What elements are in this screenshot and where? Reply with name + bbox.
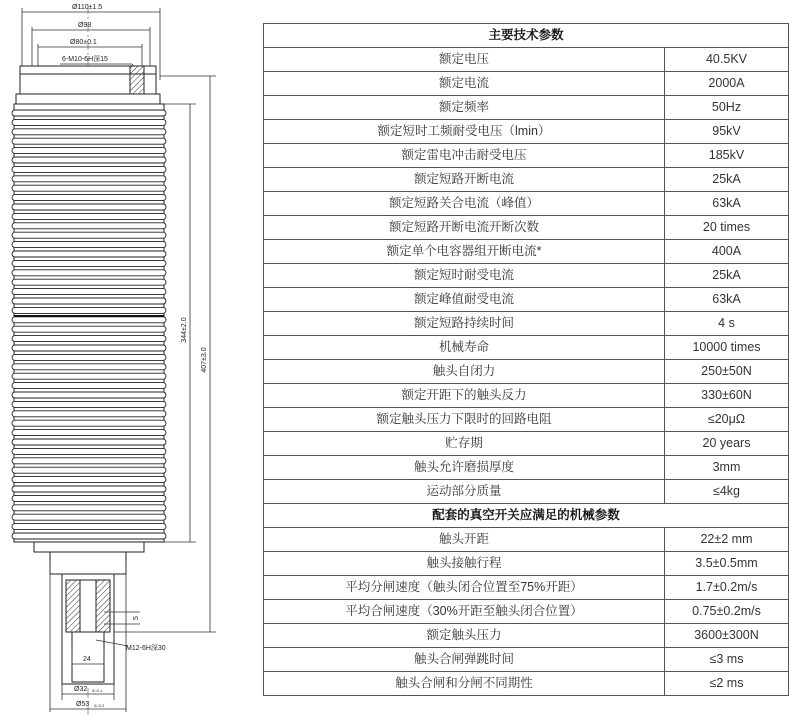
housing-rib (12, 157, 166, 163)
param-name-cell: 额定短路开断电流开断次数 (264, 216, 665, 240)
param-name-cell: 额定开距下的触头反力 (264, 384, 665, 408)
housing-rib (12, 223, 166, 229)
param-value-cell: 4 s (665, 312, 789, 336)
dim-bottom-thread: M12-6H深30 (126, 645, 166, 652)
housing-rib (12, 448, 166, 454)
param-name-cell: 触头合闸弹跳时间 (264, 648, 665, 672)
dim-gap: 5 (133, 616, 140, 620)
param-name-cell: 触头自闭力 (264, 360, 665, 384)
housing-rib (12, 524, 166, 530)
param-value-cell: 40.5KV (665, 48, 789, 72)
param-value-cell: 2000A (665, 72, 789, 96)
dim-flange-dia: Ø98 (78, 22, 92, 29)
table-row (264, 432, 789, 456)
housing-rib (12, 514, 166, 520)
housing-rib (12, 420, 166, 426)
housing-rib (12, 185, 166, 191)
housing-rib (12, 260, 166, 266)
housing-rib (12, 392, 166, 398)
param-value-cell: 25kA (665, 168, 789, 192)
housing-rib (12, 166, 166, 172)
param-value-cell: 400A (665, 240, 789, 264)
section-header-row (264, 504, 789, 528)
housing-rib (12, 195, 166, 201)
dim-rod-tol: 0/-0.1 (92, 688, 103, 693)
param-name-cell: 额定触头压力下限时的回路电阻 (264, 408, 665, 432)
param-value-cell: 20 years (665, 432, 789, 456)
param-value-cell: 63kA (665, 288, 789, 312)
param-name-cell: 触头允许磨损厚度 (264, 456, 665, 480)
table-row (264, 336, 789, 360)
housing-rib (12, 119, 166, 125)
housing-rib (12, 251, 166, 257)
param-value-cell: 250±50N (665, 360, 789, 384)
housing-rib (12, 411, 166, 417)
param-value-cell: 185kV (665, 144, 789, 168)
param-name-cell: 额定雷电冲击耐受电压 (264, 144, 665, 168)
param-name-cell: 额定频率 (264, 96, 665, 120)
dim-base-dia: Ø53 (76, 701, 90, 708)
housing-rib (12, 364, 166, 370)
param-value-cell: ≤3 ms (665, 648, 789, 672)
housing-rib (12, 213, 166, 219)
dim-bolt-circle: Ø80±0.1 (70, 39, 97, 46)
param-name-cell: 额定短路持续时间 (264, 312, 665, 336)
table-row (264, 120, 789, 144)
dim-width: 24 (83, 656, 91, 663)
table-row (264, 144, 789, 168)
table-row (264, 96, 789, 120)
housing-rib (12, 317, 166, 323)
table-row (264, 264, 789, 288)
dim-rod-dia: Ø32 (74, 686, 88, 693)
table-row (264, 648, 789, 672)
param-name-cell: 额定短时耐受电流 (264, 264, 665, 288)
table-row (264, 168, 789, 192)
housing-rib (12, 232, 166, 238)
param-name-cell: 额定峰值耐受电流 (264, 288, 665, 312)
param-value-cell: ≤2 ms (665, 672, 789, 696)
housing-rib (12, 270, 166, 276)
param-value-cell: 3600±300N (665, 624, 789, 648)
param-name-cell: 额定短路关合电流（峰值） (264, 192, 665, 216)
housing-rib (12, 533, 166, 539)
param-value-cell: 3.5±0.5mm (665, 552, 789, 576)
housing-rib (12, 176, 166, 182)
param-name-cell: 平均分闸速度（触头闭合位置至75%开距） (264, 576, 665, 600)
housing-rib (12, 110, 166, 116)
param-value-cell: ≤20μΩ (665, 408, 789, 432)
housing-rib (12, 148, 166, 154)
table-row (264, 192, 789, 216)
param-value-cell: 0.75±0.2m/s (665, 600, 789, 624)
dim-base-tol: 0/-0.2 (94, 703, 105, 708)
housing-rib (12, 204, 166, 210)
housing-rib (12, 467, 166, 473)
housing-rib (12, 495, 166, 501)
table-row (264, 672, 789, 696)
table-row (264, 216, 789, 240)
param-name-cell: 额定触头压力 (264, 624, 665, 648)
param-name-cell: 额定短路开断电流 (264, 168, 665, 192)
table-row (264, 552, 789, 576)
housing-rib (12, 373, 166, 379)
param-name-cell: 额定电流 (264, 72, 665, 96)
top-flange (16, 66, 160, 104)
dim-height-inner: 344±2.0 (181, 317, 188, 343)
section-title: 配套的真空开关应满足的机械参数 (264, 504, 789, 528)
param-value-cell: 20 times (665, 216, 789, 240)
section-header-row (264, 24, 789, 48)
housing-rib (12, 383, 166, 389)
dim-height-total: 407±3.0 (201, 347, 208, 373)
param-name-cell: 机械寿命 (264, 336, 665, 360)
housing-rib (12, 289, 166, 295)
housing-rib (12, 439, 166, 445)
table-row (264, 240, 789, 264)
interrupter-technical-drawing (0, 0, 262, 720)
ceramic-housing (12, 104, 166, 542)
housing-rib (12, 458, 166, 464)
table-row (264, 312, 789, 336)
housing-rib (12, 326, 166, 332)
param-name-cell: 触头合闸和分闸不同期性 (264, 672, 665, 696)
param-value-cell: 50Hz (665, 96, 789, 120)
table-row (264, 456, 789, 480)
table-row (264, 576, 789, 600)
table-row (264, 480, 789, 504)
housing-rib (12, 486, 166, 492)
param-value-cell: 10000 times (665, 336, 789, 360)
table-row (264, 408, 789, 432)
param-value-cell: 25kA (665, 264, 789, 288)
param-value-cell: 22±2 mm (665, 528, 789, 552)
param-value-cell: 1.7±0.2m/s (665, 576, 789, 600)
param-value-cell: 63kA (665, 192, 789, 216)
table-row (264, 288, 789, 312)
param-name-cell: 运动部分质量 (264, 480, 665, 504)
housing-rib (12, 138, 166, 144)
table-row (264, 48, 789, 72)
housing-rib (12, 242, 166, 248)
table-row (264, 360, 789, 384)
housing-rib (12, 129, 166, 135)
housing-rib (12, 505, 166, 511)
housing-rib (12, 401, 166, 407)
param-name-cell: 额定短时工频耐受电压（lmin） (264, 120, 665, 144)
housing-rib (12, 298, 166, 304)
param-name-cell: 平均合闸速度（30%开距至触头闭合位置） (264, 600, 665, 624)
spec-table (263, 23, 789, 696)
param-value-cell: 3mm (665, 456, 789, 480)
dim-top-thread: 6-M10-6H深15 (62, 56, 108, 63)
table-row (264, 624, 789, 648)
section-title: 主要技术参数 (264, 24, 789, 48)
param-name-cell: 贮存期 (264, 432, 665, 456)
housing-rib (12, 279, 166, 285)
param-name-cell: 额定单个电容器组开断电流* (264, 240, 665, 264)
param-value-cell: 330±60N (665, 384, 789, 408)
housing-rib (12, 345, 166, 351)
table-row (264, 600, 789, 624)
table-row (264, 528, 789, 552)
housing-rib (12, 430, 166, 436)
housing-rib (12, 354, 166, 360)
param-name-cell: 额定电压 (264, 48, 665, 72)
dim-outer-dia: Ø110±1.5 (72, 4, 103, 11)
housing-rib (12, 307, 166, 313)
param-value-cell: 95kV (665, 120, 789, 144)
table-row (264, 72, 789, 96)
param-value-cell: ≤4kg (665, 480, 789, 504)
param-name-cell: 触头开距 (264, 528, 665, 552)
housing-rib (12, 336, 166, 342)
housing-rib (12, 477, 166, 483)
param-name-cell: 触头接触行程 (264, 552, 665, 576)
table-row (264, 384, 789, 408)
